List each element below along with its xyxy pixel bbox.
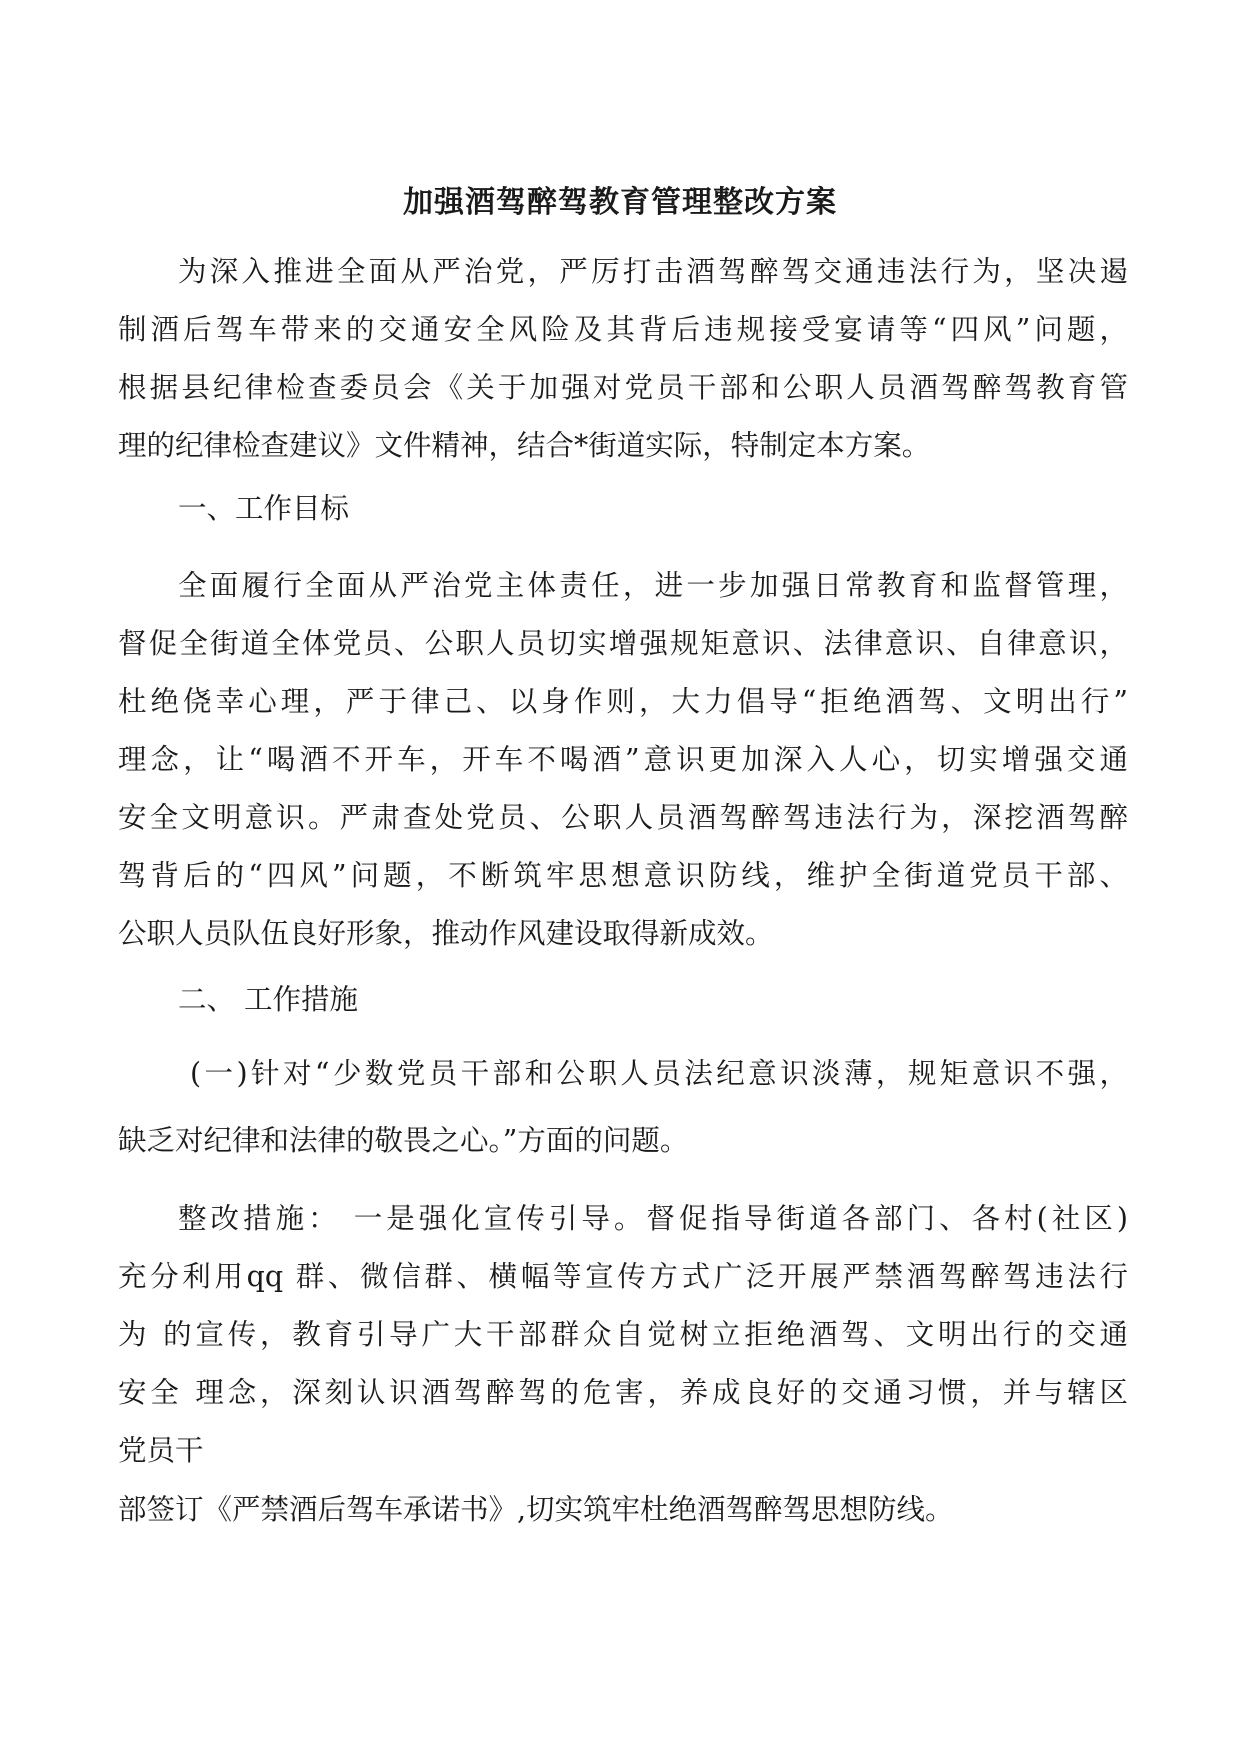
goals-line: 督促全街道全体党员、公职人员切实增强规矩意识、法律意识、自律意识，	[118, 627, 1128, 660]
intro-line: 制酒后驾车带来的交通安全风险及其背后违规接受宴请等“四风”问题，	[118, 313, 1128, 346]
measures-line: 部签订《严禁酒后驾车承诺书》,切实筑牢杜绝酒驾醉驾思想防线。	[118, 1493, 954, 1526]
issue-line: 缺乏对纪律和法律的敬畏之心。”方面的问题。	[118, 1124, 689, 1157]
measures-line: 充分利用qq 群、微信群、横幅等宣传方式广泛开展严禁酒驾醉驾违法行	[118, 1260, 1128, 1293]
intro-line: 为深入推进全面从严治党，严厉打击酒驾醉驾交通违法行为，坚决遏	[178, 255, 1128, 288]
document-title: 加强酒驾醉驾教育管理整改方案	[403, 185, 837, 220]
goals-line: 公职人员队伍良好形象，推动作风建设取得新成效。	[118, 917, 774, 950]
measures-line: 整改措施： 一是强化宣传引导。督促指导街道各部门、各村(社区)	[178, 1202, 1128, 1235]
intro-line: 理的纪律检查建议》文件精神，结合*街道实际，特制定本方案。	[118, 429, 931, 462]
issue-line: (一)针对“少数党员干部和公职人员法纪意识淡薄，规矩意识不强，	[190, 1057, 1128, 1090]
section-heading-goals: 一、工作目标	[178, 492, 350, 525]
measures-line: 为 的宣传，教育引导广大干部群众自觉树立拒绝酒驾、文明出行的交通	[118, 1318, 1128, 1351]
goals-line: 全面履行全面从严治党主体责任，进一步加强日常教育和监督管理，	[178, 569, 1128, 602]
goals-line: 驾背后的“四风”问题，不断筑牢思想意识防线，维护全街道党员干部、	[118, 859, 1128, 892]
measures-line: 安全 理念，深刻认识酒驾醉驾的危害，养成良好的交通习惯，并与辖区	[118, 1376, 1128, 1409]
goals-line: 安全文明意识。严肃查处党员、公职人员酒驾醉驾违法行为，深挖酒驾醉	[118, 801, 1128, 834]
measures-line: 党员干	[118, 1434, 204, 1467]
goals-line: 杜绝侥幸心理，严于律己、以身作则，大力倡导“拒绝酒驾、文明出行”	[118, 685, 1128, 718]
section-heading-measures: 二、 工作措施	[178, 983, 359, 1016]
goals-line: 理念，让“喝酒不开车，开车不喝酒”意识更加深入人心，切实增强交通	[118, 743, 1128, 776]
intro-line: 根据县纪律检查委员会《关于加强对党员干部和公职人员酒驾醉驾教育管	[118, 371, 1128, 404]
